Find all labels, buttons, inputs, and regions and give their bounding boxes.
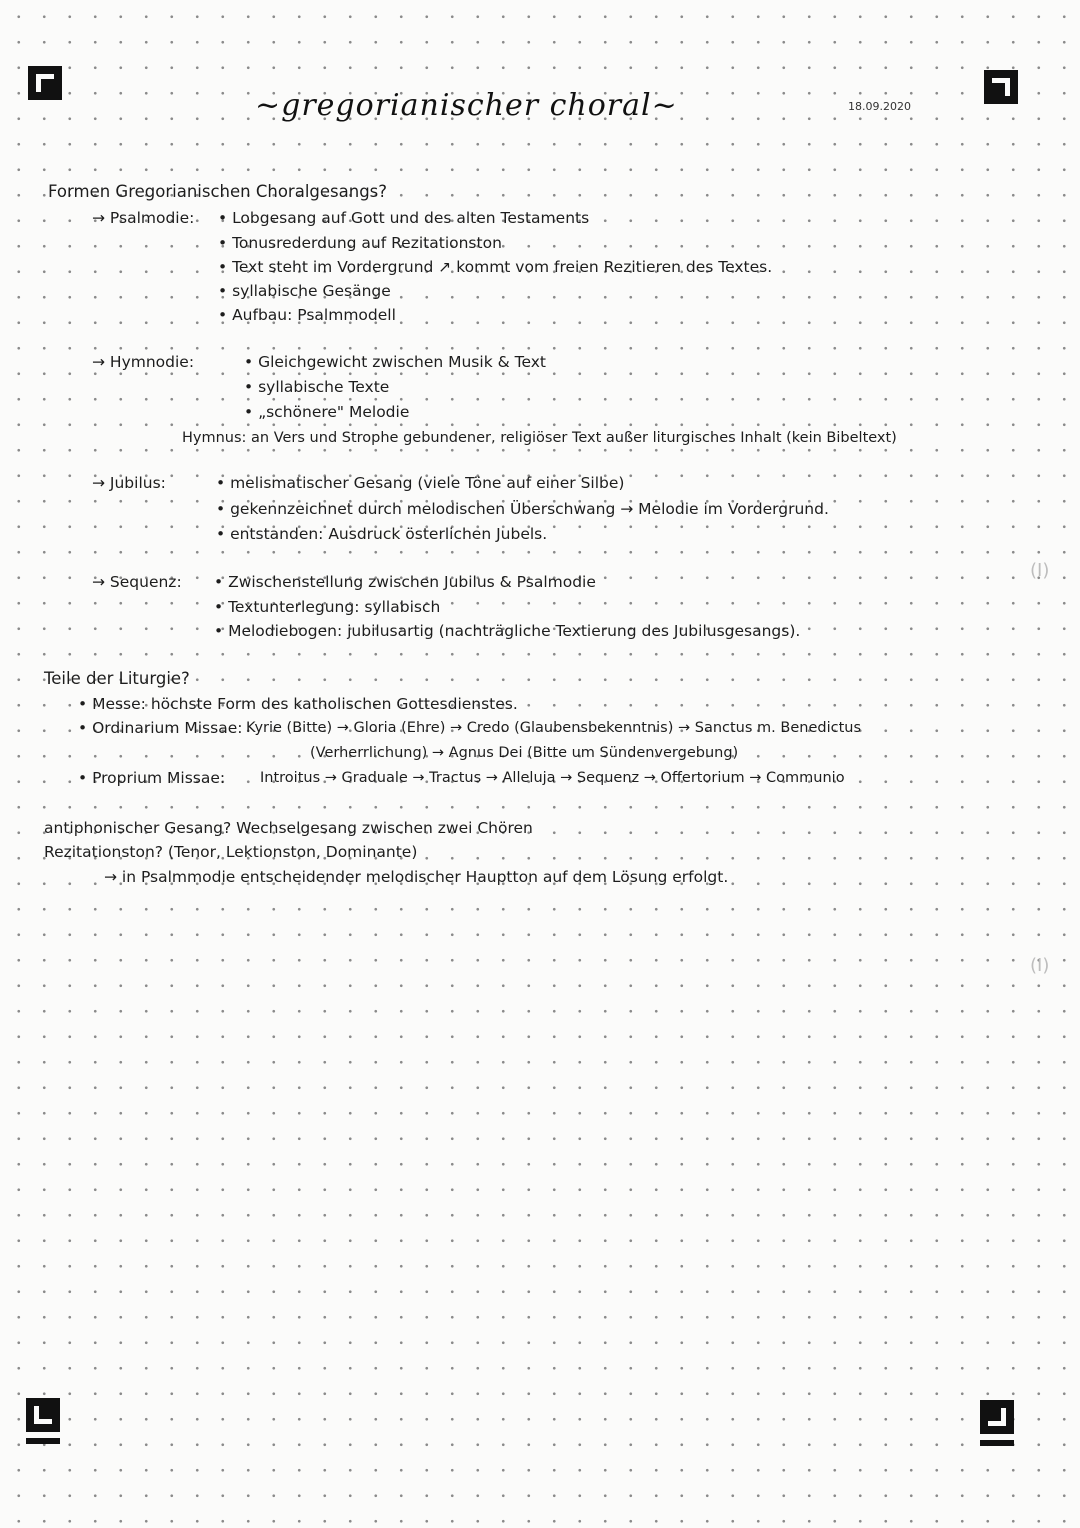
hymnodie-item: • syllabische Texte [244,378,390,396]
corner-marker-top-right-icon [984,70,1018,104]
psalmodie-item: • Lobgesang auf Gott und des alten Testaments [218,209,590,227]
ordinarium-sequence-cont: (Verherrlichung) → Agnus Dei (Bitte um Sündenvergebung) [310,745,739,761]
ordinarium-sequence: Kyrie (Bitte) → Gloria (Ehre) → Credo (Glaubensbekenntnis) → Sanctus m. Benedictus [246,720,861,736]
proprium-sequence: Introitus → Graduale → Tractus → Alleluja → Sequenz → Offertorium → Communio [260,770,845,786]
liturgie-messe: • Messe: höchste Form des katholischen Gottesdienstes. [78,695,518,713]
section-heading-liturgie: Teile der Liturgie? [44,669,190,688]
jubilus-item: • gekennzeichnet durch melodischen Überschwang → Melodie im Vordergrund. [216,500,829,518]
faint-bracket-mark: (I) [1030,955,1050,976]
hymnus-note: Hymnus: an Vers und Strophe gebundener, religiöser Text außer liturgisches Inhalt (kein Bibeltext) [182,430,897,446]
section-heading-formen: Formen Gregorianischen Choralgesangs? [48,182,388,201]
sequenz-item: • Zwischenstellung zwischen Jubilus & Psalmodie [214,573,596,591]
psalmodie-item: • Aufbau: Psalmmodell [218,306,396,324]
jubilus-label: → Jubilus: [92,474,166,492]
ordinarium-label: • Ordinarium Missae: [78,719,243,737]
psalmodie-item: • Tonusrederdung auf Rezitationston [218,234,502,252]
corner-marker-bottom-left-icon [26,1398,60,1446]
proprium-label: • Proprium Missae: [78,769,226,787]
jubilus-item: • entstanden: Ausdruck österlichen Jubels. [216,525,548,543]
psalmodie-label: → Psalmodie: [92,209,195,227]
hymnodie-item: • Gleichgewicht zwischen Musik & Text [244,353,546,371]
antiphon-definition: antiphonischer Gesang? Wechselgesang zwischen zwei Chören [44,819,533,837]
faint-bracket-mark: (I) [1030,560,1050,581]
page-date: 18.09.2020 [848,100,911,113]
psalmodie-item: • Text steht im Vordergrund ↗ kommt vom freien Rezitieren des Textes. [218,258,773,276]
page-title: ~gregorianischer choral~ [255,88,678,123]
jubilus-item: • melismatischer Gesang (viele Töne auf einer Silbe) [216,474,625,492]
corner-marker-bottom-right-icon [980,1400,1014,1448]
sequenz-item: • Textunterlegung: syllabisch [214,598,441,616]
rezitationston-note: → in Psalmmodie entscheidender melodischer Hauptton auf dem Lösung erfolgt. [104,868,729,886]
rezitationston-definition: Rezitationston? (Tenor, Lektionston, Dominante) [44,843,418,861]
corner-marker-top-left-icon [28,66,62,100]
hymnodie-label: → Hymnodie: [92,353,195,371]
sequenz-item: • Melodiebogen: jubilusartig (nachträgliche Textierung des Jubilusgesangs). [214,622,801,640]
psalmodie-item: • syllabische Gesänge [218,282,391,300]
hymnodie-item: • „schönere" Melodie [244,403,410,421]
sequenz-label: → Sequenz: [92,573,182,591]
